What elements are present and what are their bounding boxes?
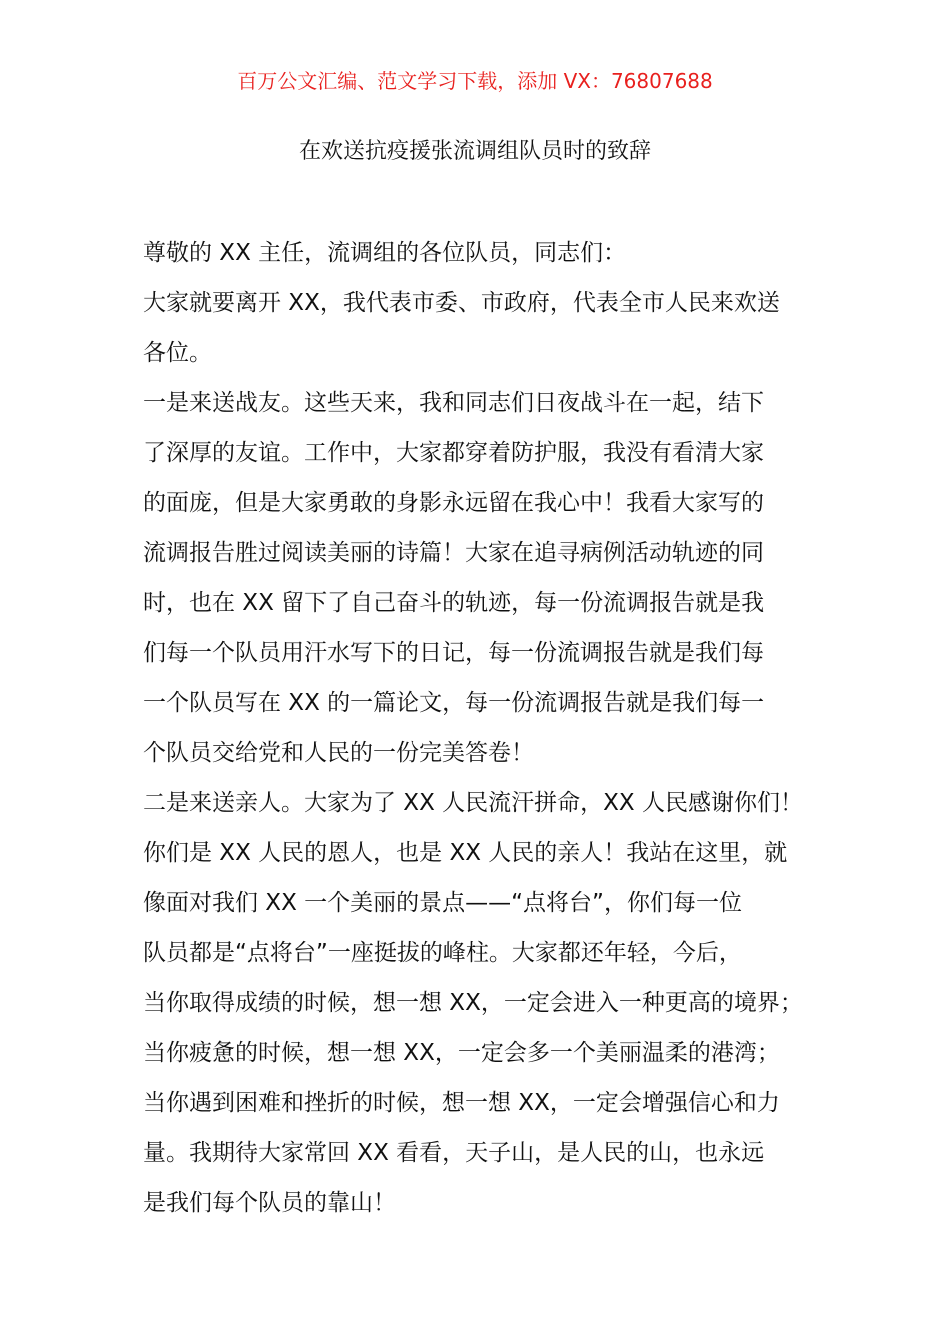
body-line: 当你疲惫的时候，想一想 XX，一定会多一个美丽温柔的港湾；: [143, 1040, 780, 1066]
body-line: 个队员交给党和人民的一份完美答卷！: [143, 740, 534, 766]
body-line: 一是来送战友。这些天来，我和同志们日夜战斗在一起，结下: [143, 390, 764, 416]
body-line: 尊敬的 XX 主任，流调组的各位队员，同志们：: [143, 240, 627, 266]
body-line: 像面对我们 XX 一个美丽的景点——“点将台”，你们每一位: [143, 890, 742, 916]
body-line: 时，也在 XX 留下了自己奋斗的轨迹，每一份流调报告就是我: [143, 590, 765, 616]
body-line: 是我们每个队员的靠山！: [143, 1190, 396, 1216]
body-line: 二是来送亲人。大家为了 XX 人民流汗拼命，XX 人民感谢你们！: [143, 790, 803, 816]
body-line: 的面庞，但是大家勇敢的身影永远留在我心中！我看大家写的: [143, 490, 764, 516]
body-line: 一个队员写在 XX 的一篇论文，每一份流调报告就是我们每一: [143, 690, 765, 716]
body-line: 各位。: [143, 340, 212, 366]
body-line: 你们是 XX 人民的恩人，也是 XX 人民的亲人！我站在这里，就: [143, 840, 788, 866]
body-line: 大家就要离开 XX，我代表市委、市政府，代表全市人民来欢送: [143, 290, 780, 316]
body-line: 量。我期待大家常回 XX 看看，天子山，是人民的山，也永远: [143, 1140, 765, 1166]
body-line: 队员都是“点将台”一座挺拔的峰柱。大家都还年轻，今后，: [143, 940, 742, 966]
document-body: [143, 228, 833, 1228]
body-line: 们每一个队员用汗水写下的日记，每一份流调报告就是我们每: [143, 640, 764, 666]
body-line: 了深厚的友谊。工作中，大家都穿着防护服，我没有看清大家: [143, 440, 764, 466]
body-line: 当你取得成绩的时候，想一想 XX，一定会进入一种更高的境界；: [143, 990, 803, 1016]
body-line: 当你遇到困难和挫折的时候，想一想 XX，一定会增强信心和力: [143, 1090, 780, 1116]
document-title: 在欢送抗疫援张流调组队员时的致辞: [298, 139, 651, 164]
header-note: 百万公文汇编、范文学习下载，添加 VX：76807688: [237, 69, 713, 93]
body-line: 流调报告胜过阅读美丽的诗篇！大家在追寻病例活动轨迹的同: [143, 540, 764, 566]
